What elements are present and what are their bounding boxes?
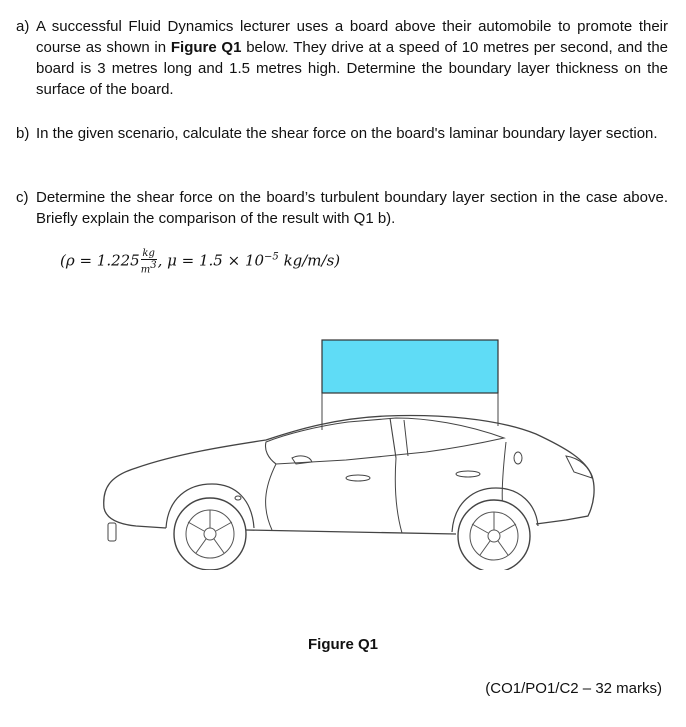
question-a-text	[36, 16, 668, 100]
car-with-board-figure	[96, 338, 608, 570]
question-a	[16, 16, 668, 100]
density-unit-den-exp: 3	[150, 260, 157, 271]
side-marker	[235, 496, 241, 500]
formula-open-paren: (	[60, 251, 66, 270]
rear-door-handle	[456, 471, 480, 477]
window-pillar-2	[404, 420, 408, 456]
question-a-text-part2: below. They drive at a speed of 10 metres per second, and the board is 3 metres long and 1.5 metres high. Determine the boundary layer thickness on the surface of the board.	[36, 39, 669, 98]
formula-separator: ,	[157, 251, 168, 270]
viscosity-unit: kg/m/s)	[278, 251, 341, 270]
density-value: ρ = 1.225	[65, 251, 140, 270]
front-reflector	[108, 523, 116, 541]
question-b	[16, 123, 668, 144]
car-window-frame	[265, 418, 504, 464]
front-wheel	[174, 498, 246, 570]
question-c-text: Determine the shear force on the board’s turbulent boundary layer section in the case above. Briefly explain the comparison of the result with Q1 b).	[36, 189, 668, 227]
density-unit-numerator: kg	[142, 248, 155, 259]
figure-caption: Figure Q1	[307, 636, 378, 653]
question-b-text: In the given scenario, calculate the shear force on the board's laminar boundary layer section.	[36, 125, 658, 142]
marks-allocation: (CO1/PO1/C2 – 32 marks)	[485, 680, 662, 697]
question-c-label: c)	[16, 189, 29, 206]
question-c	[16, 187, 668, 229]
front-door-handle	[346, 475, 370, 481]
density-unit-fraction	[141, 248, 157, 275]
figure-reference: Figure Q1	[170, 39, 242, 56]
roof-board	[322, 340, 498, 393]
rear-wheel	[458, 500, 530, 570]
density-unit-denominator	[141, 260, 157, 275]
question-a-label: a)	[16, 18, 30, 35]
side-mirror	[292, 456, 312, 464]
question-a-text-part1: A successful Fluid Dynamics lecturer uses a board above their automobile to promote their course as shown in	[36, 18, 668, 56]
density-unit-den-base: m	[140, 264, 151, 276]
viscosity-exponent: −5	[264, 251, 279, 263]
window-pillar	[390, 418, 396, 458]
question-b-label: b)	[16, 125, 30, 142]
fuel-cap	[514, 452, 522, 464]
viscosity-value: μ = 1.5 × 10	[167, 251, 265, 270]
given-values-formula	[60, 248, 340, 275]
